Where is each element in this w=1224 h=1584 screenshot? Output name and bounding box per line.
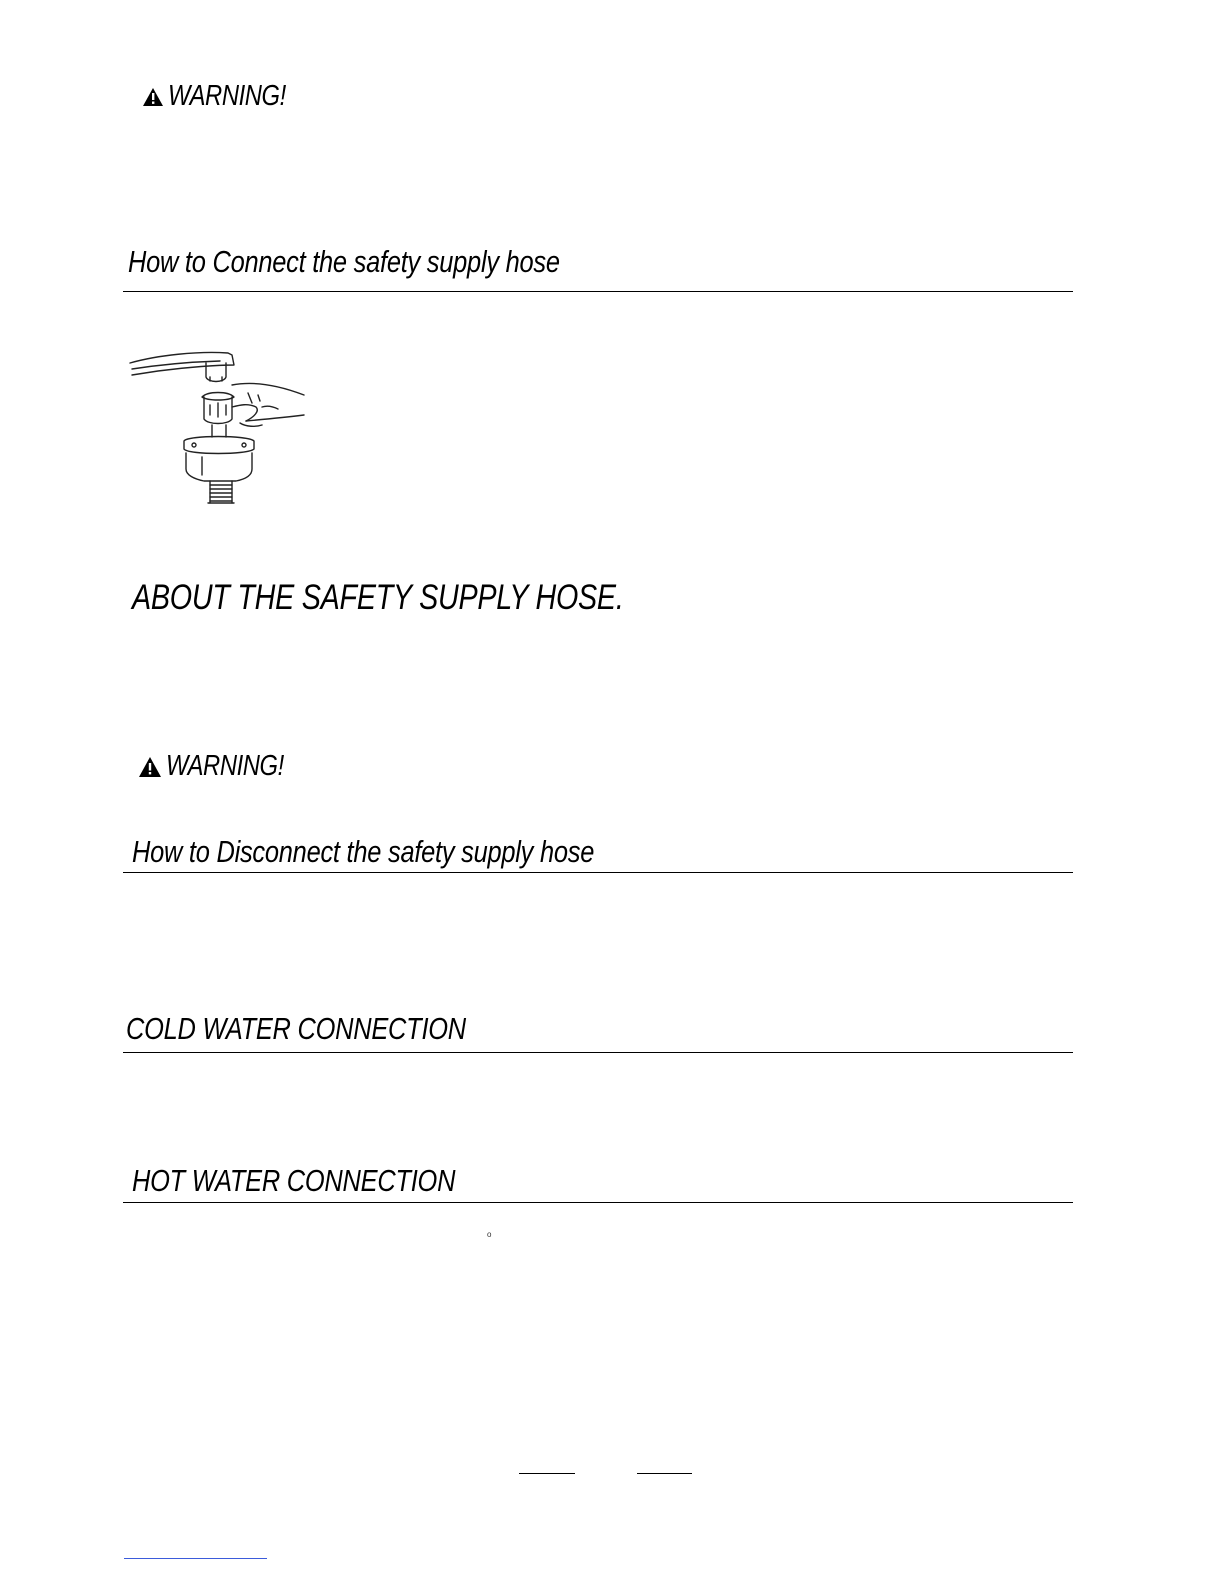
warning-triangle-icon xyxy=(138,756,162,778)
degree-mark: o xyxy=(487,1230,492,1239)
section-title-cold-water: COLD WATER CONNECTION xyxy=(126,1011,466,1046)
faucet-hose-connector-illustration xyxy=(128,345,318,510)
section-divider xyxy=(123,291,1073,292)
section-divider xyxy=(123,872,1073,873)
section-title-about: ABOUT THE SAFETY SUPPLY HOSE. xyxy=(132,578,624,617)
footer-link-underline[interactable] xyxy=(124,1558,267,1559)
section-divider xyxy=(123,1202,1073,1203)
warning-mid xyxy=(138,750,310,783)
section-title-connect: How to Connect the safety supply hose xyxy=(128,244,560,279)
warning-triangle-icon xyxy=(142,87,164,107)
section-title-hot-water: HOT WATER CONNECTION xyxy=(132,1163,456,1198)
warning-label: WARNING! xyxy=(166,750,284,782)
warning-label: WARNING! xyxy=(168,80,286,112)
blank-line xyxy=(637,1473,692,1474)
warning-top xyxy=(142,80,312,113)
section-divider xyxy=(123,1052,1073,1053)
blank-line xyxy=(519,1473,575,1474)
section-title-disconnect: How to Disconnect the safety supply hose xyxy=(132,834,595,869)
